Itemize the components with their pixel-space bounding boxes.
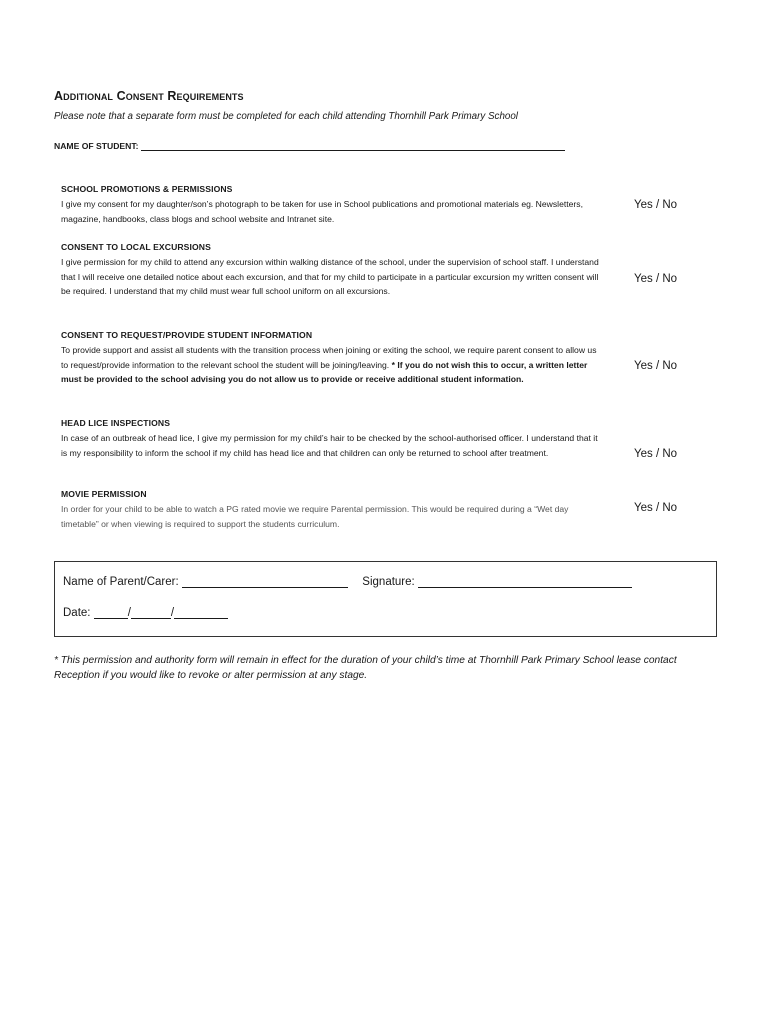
date-year-field[interactable] <box>174 606 228 619</box>
date-day-field[interactable] <box>94 606 128 619</box>
yes-no-choice-excursions[interactable]: Yes / No <box>634 273 678 285</box>
parent-name-field[interactable] <box>182 575 348 588</box>
section-text: In case of an outbreak of head lice, I give my permission for my child’s hair to be checked by the school-authorised officer. I understand that it is my responsibility to inform the school if my child has head lice and that children can only be returned to school after treatment. <box>61 433 598 458</box>
student-name-label: NAME OF STUDENT: <box>54 141 139 151</box>
signature-label: Signature: <box>362 576 415 588</box>
section-local-excursions <box>61 242 606 299</box>
section-text: In order for your child to be able to watch a PG rated movie we require Parental permission. This would be required during a “Wet day timetable” or when viewing is required to support the students curriculum. <box>61 504 569 529</box>
section-heading: MOVIE PERMISSION <box>61 489 147 499</box>
section-text: I give permission for my child to attend any excursion within walking distance of the school, under the supervision of school staff. I understand that I will receive one detailed notice about each excursion, and that for my child to participate in a particular excursion my written consent will be required. I understand that my child must wear full school uniform on all excursions. <box>61 257 599 297</box>
date-separator: / <box>170 607 175 619</box>
section-heading: CONSENT TO LOCAL EXCURSIONS <box>61 242 211 252</box>
yes-no-choice-promotions[interactable]: Yes / No <box>634 199 678 211</box>
student-name-field[interactable] <box>54 141 565 151</box>
date-row <box>63 606 228 619</box>
student-name-underline[interactable] <box>141 141 565 151</box>
parent-name-label: Name of Parent/Carer: <box>63 576 179 588</box>
signature-field[interactable] <box>418 575 632 588</box>
date-month-field[interactable] <box>131 606 171 619</box>
yes-no-choice-information[interactable]: Yes / No <box>634 360 678 372</box>
section-heading: HEAD LICE INSPECTIONS <box>61 418 171 428</box>
form-subtitle: Please note that a separate form must be completed for each child attending Thornhill Park Primary School <box>54 111 518 122</box>
section-student-information <box>61 330 606 387</box>
section-text-block <box>61 343 606 387</box>
signoff-box <box>54 561 717 637</box>
section-text: To provide support and assist all students with the transition process when joining or exiting the school, we require parent consent to allow us to request/provide information to the relevant school the student will be joining/leaving. <box>61 345 597 370</box>
section-heading: SCHOOL PROMOTIONS & PERMISSIONS <box>61 184 233 194</box>
yes-no-choice-movie[interactable]: Yes / No <box>634 502 678 514</box>
date-label: Date: <box>63 607 91 619</box>
date-separator: / <box>127 607 131 619</box>
section-head-lice <box>61 418 606 460</box>
section-bold-notice: * If you do not wish this to occur, a written letter must be provided to the school advising you do not allow us to provide or receive additional student information. <box>61 359 588 385</box>
section-text: I give my consent for my daughter/son’s photograph to be taken for use in School publications and promotional materials eg. Newsletters, magazine, handbooks, class blogs and school website and Intranet site. <box>61 199 583 224</box>
section-school-promotions <box>61 184 606 226</box>
section-heading: CONSENT TO REQUEST/PROVIDE STUDENT INFORMATION <box>61 330 313 340</box>
footnote: * This permission and authority form will remain in effect for the duration of your child’s time at Thornhill Park Primary School lease contact Reception if you would like to revoke or alter permission at any stage. <box>54 655 677 681</box>
parent-signature-row <box>63 575 632 588</box>
yes-no-choice-head-lice[interactable]: Yes / No <box>634 448 678 460</box>
form-title: Additional Consent Requirements <box>54 89 244 103</box>
section-movie-permission <box>61 489 606 531</box>
